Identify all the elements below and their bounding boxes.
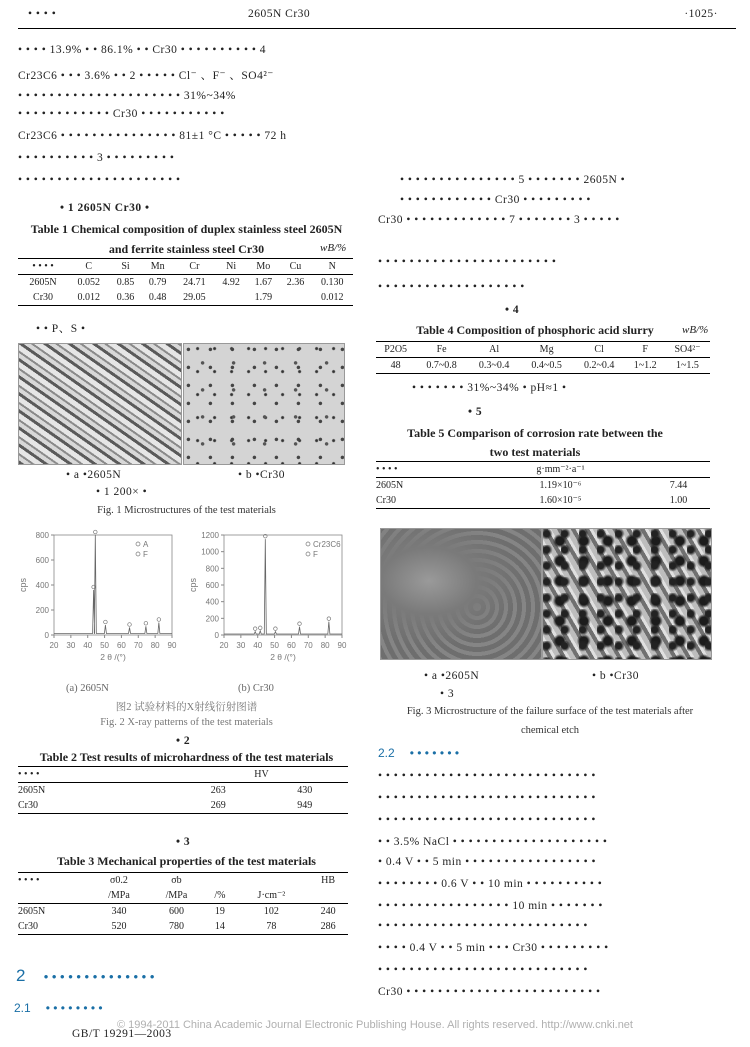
section-2-heading: 2 • • • • • • • • • • • • • •: [16, 966, 155, 985]
body-line: • • • • • • • • • • • • • • • • • • •: [378, 281, 525, 293]
body-line: • • • • • • • • • • • • Cr30 • • • • • • • • •: [400, 194, 591, 206]
copyright-watermark: © 1994-2011 China Academic Journal Electronic Publishing House. All rights reserved. http://www.cnki.net: [116, 1019, 633, 1031]
x-tick-label: 80: [150, 641, 160, 650]
body-line: Cr23C6 • • • 3.6% • • 2 • • • • • Cl⁻ 、F⁻ 、SO4²⁻: [18, 70, 274, 82]
y-tick-label: 400: [35, 581, 49, 590]
body-line: Cr30 • • • • • • • • • • • • • • • • • • • • • • • • •: [378, 986, 601, 998]
fig1-label-a: • a •2605N: [66, 469, 122, 481]
table4-label: • 4: [505, 304, 520, 316]
legend-label: F: [143, 550, 148, 559]
table2-caption: Table 2 Test results of microhardness of the test materials: [39, 750, 334, 764]
page-number: ·1025·: [684, 8, 718, 20]
table-row: 2605N 1.19×10⁻⁶ 7.44: [376, 480, 688, 491]
fig2-sub-a: (a) 2605N: [66, 683, 109, 694]
table-header: Mo: [247, 259, 279, 275]
x-tick-label: 90: [167, 641, 177, 650]
y-tick-label: 600: [35, 556, 49, 565]
header-title: 2605N Cr30: [248, 8, 311, 20]
y-tick-label: 800: [205, 564, 219, 574]
fig1-label-b: • b •Cr30: [238, 469, 286, 481]
body-line: • • • • • • • • • • • • • • • • • • • • • • • • • • • •: [378, 770, 596, 782]
table1-caption-2: and ferrite stainless steel Cr30: [108, 242, 265, 256]
body-line: • • • • • • • • • • • • • • • • • 10 min • • • • • • •: [378, 900, 603, 912]
table5: • • • • g·mm⁻²·a⁻¹ 2605N 1.19×10⁻⁶ 7.44 Cr30 1.60×10⁻⁵ 1.00: [376, 461, 710, 509]
x-tick-label: 30: [236, 641, 246, 650]
y-tick-label: 1200: [201, 531, 219, 540]
table5-label: • 5: [468, 406, 483, 418]
x-tick-label: 60: [286, 641, 296, 650]
table-row: Cr30 0.012 0.36 0.48 29.05 1.79 0.012: [18, 290, 353, 306]
x-axis-label: 2 θ /(°): [270, 652, 296, 662]
y-tick-label: 800: [35, 531, 49, 540]
table-header: Si: [109, 259, 141, 275]
legend-label: A: [143, 540, 149, 549]
fig1-caption-cn: • 1 200× •: [96, 486, 148, 498]
plot-frame: [224, 535, 342, 635]
micrograph-2605n-image: [18, 343, 182, 465]
sem-2605n-image: [380, 528, 542, 660]
body-line: • • • • 13.9% • • 86.1% • • Cr30 • • • • • • • • • • 4: [18, 44, 267, 56]
body-line: • 0.4 V • • 5 min • • • • • • • • • • • • • • • • •: [378, 856, 597, 868]
table3-caption: Table 3 Mechanical properties of the test materials: [57, 854, 316, 868]
x-tick-label: 70: [303, 641, 313, 650]
body-line: • • • • • • • • • • • • • • • • • • • • • 31%~34%: [18, 90, 236, 102]
table4-unit: wB/%: [682, 324, 709, 336]
y-tick-label: 0: [214, 631, 219, 640]
fig3-caption-en: Fig. 3 Microstructure of the failure surface of the test materials after: [406, 706, 694, 717]
table-row: Cr30 269 949: [18, 798, 348, 814]
table-header: Cu: [279, 259, 311, 275]
peak-marker: [298, 622, 302, 626]
peak-marker: [104, 620, 108, 624]
peak-marker: [94, 530, 98, 534]
y-axis-label: cps: [18, 577, 28, 593]
body-line: • • 3.5% NaCl • • • • • • • • • • • • • • • • • • • •: [378, 836, 608, 848]
table-row: Cr30 1.60×10⁻⁵ 1.00: [376, 493, 710, 509]
table4: P2O5 Fe Al Mg Cl F SO4²⁻ 48 0.7~0.8 0.3~0.4 0.4~0.5 0.2~0.4 1~1.2 1~1.5: [376, 341, 710, 374]
plot-frame: [54, 535, 172, 635]
body-line: • • • • • • • • • • • • • • • • • • • • • • • • • • • •: [378, 814, 596, 826]
y-tick-label: 400: [205, 597, 219, 607]
body-line: • • • • • • • • • • • • • • • • • • • • • • • • • • • •: [378, 792, 596, 804]
table5-caption: Table 5 Comparison of corrosion rate between the: [407, 426, 663, 440]
table1: [18, 258, 353, 306]
table-header: N: [312, 259, 353, 275]
table-header: Ni: [215, 259, 247, 275]
body-line: • • • • • • • • • • • • • • • • • • • • • • •: [378, 256, 557, 268]
x-tick-label: 40: [83, 641, 93, 650]
body-line: • • • • • • • • • • • • • • • • • • • • •: [18, 174, 181, 186]
x-tick-label: 30: [66, 641, 76, 650]
table-row: 48 0.7~0.8 0.3~0.4 0.4~0.5 0.2~0.4 1~1.2 1~1.5: [376, 358, 710, 374]
sem-cr30-image: [542, 528, 712, 660]
body-line: • • • • • • • • 0.6 V • • 10 min • • • • • • • • • •: [378, 878, 603, 890]
table3: • • • • σ0.2 σb HB /MPa /MPa /% J·cm⁻² 2605N 340 600 19 102 240 Cr30 520 780 14 78 286: [18, 872, 348, 935]
fig3-label-a: • a •2605N: [424, 670, 480, 682]
body-line: Cr30 • • • • • • • • • • • • • 7 • • • • • • • 3 • • • • •: [378, 214, 620, 226]
xrd-series-line: [224, 539, 342, 634]
x-tick-label: 50: [100, 641, 110, 650]
y-tick-label: 1000: [201, 547, 219, 557]
peak-marker: [327, 617, 331, 621]
fig3-caption-en-2: chemical etch: [520, 725, 579, 736]
table1-caption: Table 1 Chemical composition of duplex stainless steel 2605N: [30, 222, 343, 236]
legend-marker: [136, 552, 140, 556]
header-rule: [18, 28, 736, 29]
table2: • • • • HV 2605N 263 430 Cr30 269 949: [18, 766, 348, 814]
table4-note: • • • • • • • 31%~34% • pH≈1 •: [412, 382, 567, 394]
table-row: Cr30 520 780 14 78 286: [18, 919, 348, 935]
x-tick-label: 60: [116, 641, 126, 650]
peak-marker: [258, 626, 262, 630]
x-tick-label: 90: [337, 641, 347, 650]
table-row: 2605N 340 600 19 102 240: [18, 906, 336, 917]
micrograph-cr30-image: [183, 343, 345, 465]
y-tick-label: 600: [205, 581, 219, 590]
table3-label: • 3: [176, 836, 191, 848]
x-axis-label: 2 θ /(°): [100, 652, 126, 662]
x-tick-label: 80: [320, 641, 330, 650]
y-tick-label: 200: [35, 606, 49, 615]
table-header: C: [68, 259, 109, 275]
body-line: • • • • • • • • • • 3 • • • • • • • • •: [18, 152, 175, 164]
x-tick-label: 20: [49, 641, 59, 650]
legend-label: F: [313, 550, 318, 559]
legend-label: Cr23C6: [313, 540, 341, 549]
table1-unit: wB/%: [320, 242, 347, 254]
table-header: Mn: [142, 259, 174, 275]
body-line: Cr23C6 • • • • • • • • • • • • • • • 81±1 °C • • • • • 72 h: [18, 130, 287, 142]
y-tick-label: 0: [44, 631, 49, 640]
fig2-sub-b: (b) Cr30: [238, 683, 274, 694]
peak-marker: [128, 623, 132, 627]
table-header: Cr: [174, 259, 215, 275]
legend-marker: [136, 542, 140, 546]
table-header: • • • •: [18, 259, 68, 275]
xrd-series-line: [54, 535, 172, 634]
fig1-caption-en: Fig. 1 Microstructures of the test materials: [97, 505, 276, 516]
x-tick-label: 40: [253, 641, 263, 650]
peak-marker: [274, 627, 278, 631]
table-row: 2605N 0.052 0.85 0.79 24.71 4.92 1.67 2.36 0.130: [29, 277, 344, 288]
table5-caption-2: two test materials: [489, 445, 581, 459]
peak-marker: [144, 621, 148, 625]
peak-marker: [253, 627, 257, 631]
fig3-label-b: • b •Cr30: [592, 670, 640, 682]
xrd-chart: [14, 523, 359, 683]
table2-label: • 2: [176, 735, 191, 747]
peak-marker: [157, 618, 161, 622]
section-2-1-heading: 2.1 • • • • • • • •: [14, 1001, 103, 1015]
standard-ref: GB/T 19291—2003: [72, 1028, 172, 1040]
fig2-caption-en: Fig. 2 X-ray patterns of the test materials: [100, 717, 273, 728]
y-axis-label: cps: [188, 577, 198, 593]
table-row: 2605N 263 430: [18, 785, 313, 796]
section-2-2-heading: 2.2 • • • • • • •: [378, 746, 460, 760]
table1-label: • 1 2605N Cr30 •: [60, 202, 150, 214]
body-line: • • • • • • • • • • • • • • • • • • • • • • • • • • •: [378, 920, 588, 932]
body-line: • • • • • • • • • • • • • • • • • • • • • • • • • • •: [378, 964, 588, 976]
y-tick-label: 200: [205, 614, 219, 624]
legend-marker: [306, 542, 310, 546]
body-line: • • • • • • • • • • • • • • • 5 • • • • • • • 2605N •: [400, 174, 626, 186]
x-tick-label: 50: [270, 641, 280, 650]
fig2-caption-cn: 图2 试验材料的X射线衍射图谱: [115, 702, 258, 713]
table1-note: • • P、S •: [36, 323, 86, 335]
x-tick-label: 20: [219, 641, 229, 650]
table4-caption: Table 4 Composition of phosphoric acid slurry: [416, 323, 654, 337]
body-line: • • • • 0.4 V • • 5 min • • • Cr30 • • • • • • • • •: [378, 942, 609, 954]
x-tick-label: 70: [133, 641, 143, 650]
fig3-caption-cn: • 3: [440, 688, 455, 700]
legend-marker: [306, 552, 310, 556]
body-line: • • • • • • • • • • • • Cr30 • • • • • • • • • • •: [18, 108, 225, 120]
